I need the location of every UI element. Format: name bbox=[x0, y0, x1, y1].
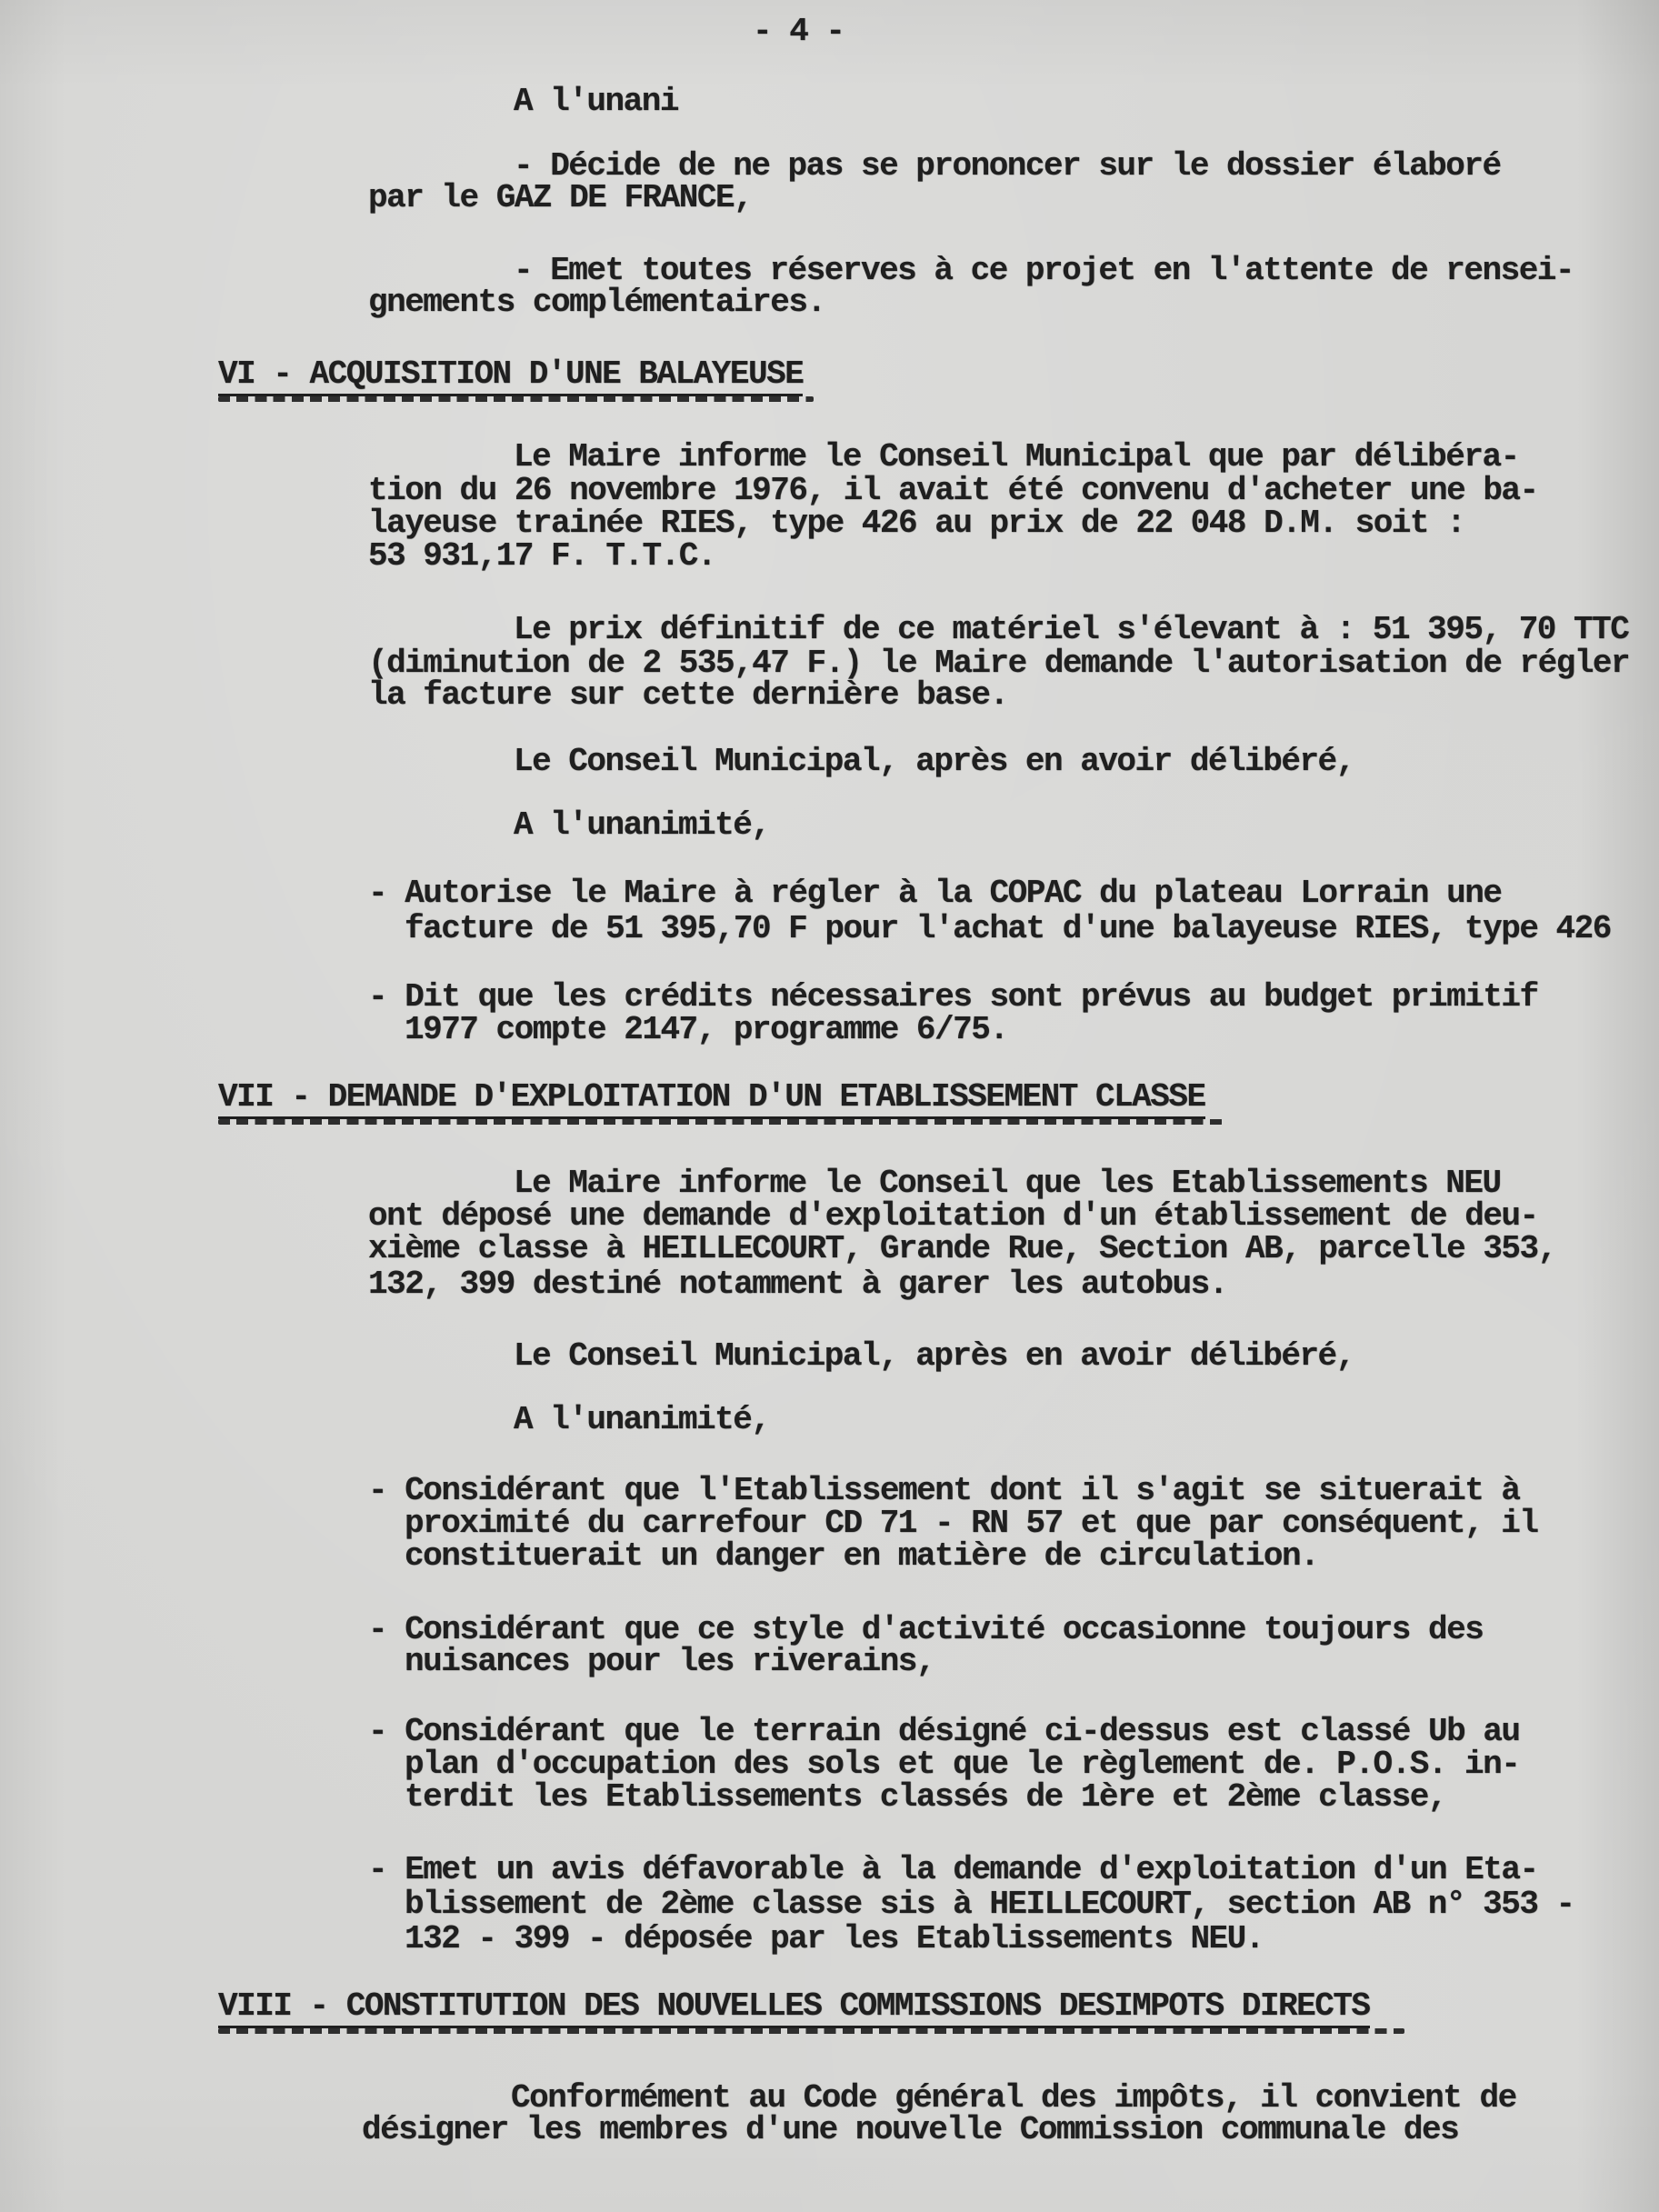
opening-fragment: A l'unani bbox=[514, 83, 678, 120]
gaz-emet-line2: gnements complémentaires. bbox=[368, 284, 825, 321]
vi-dit-line2: 1977 compte 2147, programme 6/75. bbox=[405, 1011, 1008, 1048]
vii-considerant1-line1: - Considérant que l'Etablissement dont il s'agit se situerait à bbox=[368, 1472, 1520, 1509]
vii-conseil-line: Le Conseil Municipal, après en avoir délibéré, bbox=[514, 1337, 1354, 1375]
vii-unanimite-line: A l'unanimité, bbox=[514, 1401, 770, 1438]
gaz-emet-line1: - Emet toutes réserves à ce projet en l'attente de rensei- bbox=[514, 252, 1574, 289]
vii-considerant3-line1: - Considérant que le terrain désigné ci-dessus est classé Ub au bbox=[368, 1713, 1520, 1750]
vi-conseil-line: Le Conseil Municipal, après en avoir délibéré, bbox=[514, 743, 1354, 780]
vi-para1-line1: Le Maire informe le Conseil Municipal que par délibéra- bbox=[514, 438, 1519, 475]
gaz-decide-line2: par le GAZ DE FRANCE, bbox=[368, 179, 753, 216]
heading-vi-dashed-rule bbox=[218, 396, 814, 402]
vi-para2-line2: (diminution de 2 535,47 F.) le Maire demande l'autorisation de régler bbox=[368, 645, 1630, 682]
section-heading-vii: VII - DEMANDE D'EXPLOITATION D'UN ETABLISSEMENT CLASSE bbox=[218, 1081, 1205, 1114]
section-heading-vi: VI - ACQUISITION D'UNE BALAYEUSE bbox=[218, 358, 803, 391]
vi-autorise-line2: facture de 51 395,70 F pour l'achat d'une balayeuse RIES, type 426 bbox=[405, 910, 1611, 947]
vii-para1-line4: 132, 399 destiné notamment à garer les autobus. bbox=[368, 1266, 1227, 1303]
gaz-decide-line1: - Décide de ne pas se prononcer sur le dossier élaboré bbox=[514, 147, 1501, 185]
section-heading-viii: VIII - CONSTITUTION DES NOUVELLES COMMISSIONS DESIMPOTS DIRECTS bbox=[218, 1990, 1370, 2023]
vii-considerant1-line2: proximité du carrefour CD 71 - RN 57 et que par conséquent, il bbox=[405, 1505, 1538, 1542]
viii-para1-line1: Conformément au Code général des impôts, il convient de bbox=[511, 2079, 1516, 2117]
page-number: - 4 - bbox=[753, 13, 844, 50]
heading-vii-dashed-rule bbox=[218, 1119, 1223, 1125]
vi-autorise-line1: - Autorise le Maire à régler à la COPAC du plateau Lorrain une bbox=[368, 875, 1502, 912]
vii-considerant3-line2: plan d'occupation des sols et que le règlement de. P.O.S. in- bbox=[405, 1746, 1520, 1783]
vi-para1-line2: tion du 26 novembre 1976, il avait été convenu d'acheter une ba- bbox=[368, 472, 1538, 509]
vii-emet-line2: blissement de 2ème classe sis à HEILLECOURT, section AB n° 353 - bbox=[405, 1886, 1574, 1923]
vi-para2-line3: la facture sur cette dernière base. bbox=[368, 676, 1008, 714]
vi-para2-line1: Le prix définitif de ce matériel s'élevant à : 51 395, 70 TTC bbox=[514, 611, 1629, 648]
heading-viii-dashed-rule bbox=[218, 2028, 1404, 2034]
vi-para1-line4: 53 931,17 F. T.T.C. bbox=[368, 537, 715, 575]
vii-considerant2-line2: nuisances pour les riverains, bbox=[405, 1643, 935, 1680]
vi-unanimite-line: A l'unanimité, bbox=[514, 806, 770, 844]
vii-para1-line3: xième classe à HEILLECOURT, Grande Rue, Section AB, parcelle 353, bbox=[368, 1230, 1556, 1267]
vii-para1-line2: ont déposé une demande d'exploitation d'un établissement de deu- bbox=[368, 1197, 1538, 1235]
viii-para1-line2: désigner les membres d'une nouvelle Commission communale des bbox=[362, 2111, 1459, 2148]
vii-emet-line1: - Emet un avis défavorable à la demande d'exploitation d'un Eta- bbox=[368, 1851, 1538, 1888]
vi-dit-line1: - Dit que les crédits nécessaires sont prévus au budget primitif bbox=[368, 978, 1538, 1016]
vii-emet-line3: 132 - 399 - déposée par les Etablissements NEU. bbox=[405, 1920, 1264, 1957]
vi-para1-line3: layeuse trainée RIES, type 426 au prix de 22 048 D.M. soit : bbox=[368, 505, 1465, 542]
vii-para1-line1: Le Maire informe le Conseil que les Etablissements NEU bbox=[514, 1165, 1501, 1202]
vii-considerant1-line3: constituerait un danger en matière de circulation. bbox=[405, 1537, 1319, 1575]
vii-considerant3-line3: terdit les Etablissements classés de 1ère et 2ème classe, bbox=[405, 1778, 1446, 1816]
vii-considerant2-line1: - Considérant que ce style d'activité occasionne toujours des bbox=[368, 1611, 1484, 1648]
